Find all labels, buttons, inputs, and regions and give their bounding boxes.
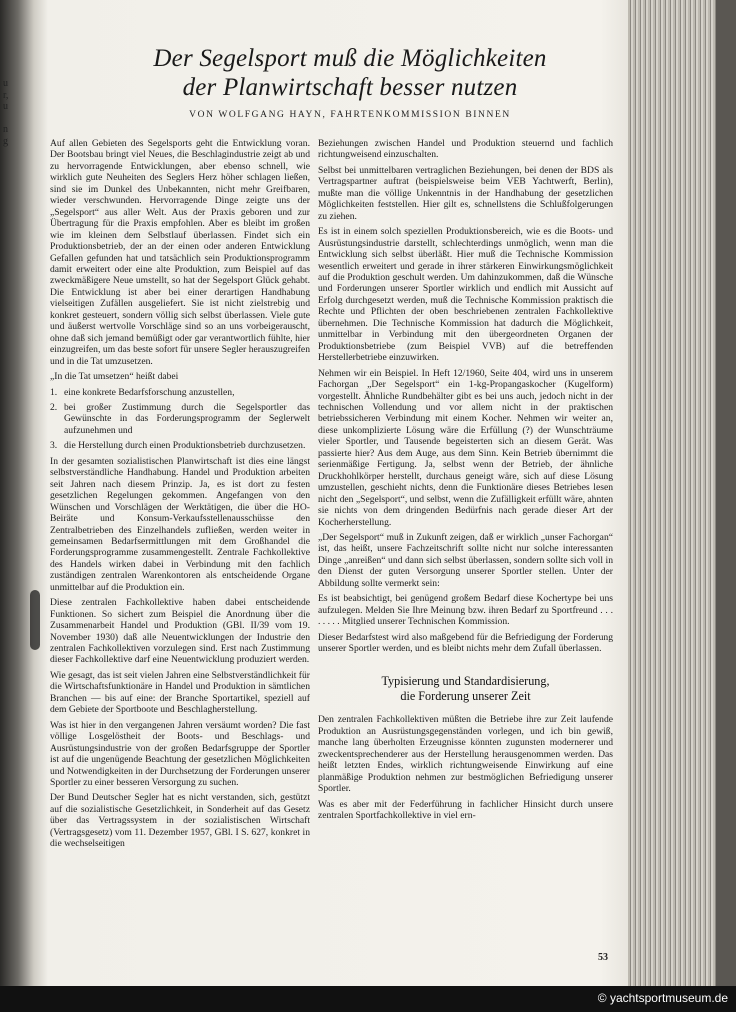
list-item [50, 387, 310, 398]
paragraph: „Der Segelsport“ muß in Zukunft zeigen, daß er wirklich „unser Fachorgan“ ist, das heißt, unsere Fachzeitschrift sollte nicht nur solche interessanten Dinge „anreißen“ und dann sich selbst überlassen, sondern sollte sich voll in den Dienst der guten Versorgung unserer Sportler stellen. Unter der Abbildung sollte vermerkt sein: [318, 531, 613, 589]
paragraph: Es ist beabsichtigt, bei genügend großem Bedarf diese Kochertype bei uns aufzulegen. Melden Sie Ihre Meinung bzw. ihren Bedarf zu Sportfreund . . . . . . . . Mitglied unserer Technischen Kommission. [318, 593, 613, 628]
subheading [318, 674, 613, 704]
paragraph: In der gesamten sozialistischen Planwirtschaft ist dies eine längst selbstverständliche Handhabung. Handel und Produktion arbeiten seit Jahren nach diesem Prinzip. Ja, es ist dort zu festen gesetzlichen Regelungen gekommen. Angefangen von den Wünschen und Vorschlägen der Werktätigen, die über die HO-Beiräte und Konsum-Verkaufsstellenausschüsse den Zentralbetrieben des Einzelhandels zufließen, werden weiter in gemeinsamen Bedarfsermittlungen mit dem Großhandel die Forderungsprogramme zusammengestellt. Zentrale Fachkollektive des Handels wirken dabei in Verbindung mit den fachlich zuständigen zentralen Warenkontoren als entscheidende Organe unmittelbar auf die Produktion ein. [50, 455, 310, 593]
list-text: bei großer Zustimmung durch die Segelsportler das Gewünschte in das Forderungsprogramm der Seglerwelt aufzunehmen und [64, 401, 310, 436]
list-text: eine konkrete Bedarfsforschung anzustellen, [64, 386, 235, 398]
subheading-line-2: die Forderung unserer Zeit [400, 689, 531, 704]
margin-char: u [3, 78, 8, 89]
watermark: © yachtsportmuseum.de [597, 991, 728, 1005]
list-number: 3. [50, 440, 58, 452]
paragraph: Beziehungen zwischen Handel und Produktion steuernd und fachlich richtungweisend einzuschalten. [318, 138, 613, 161]
list-item [50, 440, 310, 451]
margin-char: r, [3, 89, 9, 101]
numbered-list [50, 387, 310, 452]
paragraph: „In die Tat umsetzen“ heißt dabei [50, 371, 179, 383]
paragraph: Was ist hier in den vergangenen Jahren versäumt worden? Die fast völlige Losgelöstheit der Boots- und Beschlags- und Ausrüstungsindustrie von der großen Bedarfsgruppe der Sportler ist auf die ungenügende Beachtung der gesetzlichen Möglichkeiten und Notwendigkeiten in der Durchsetzung der Forderungen unserer Sportler zu einer besseren Versorgung zu suchen. [50, 719, 310, 789]
paragraph: Den zentralen Fachkollektiven müßten die Betriebe ihre zur Zeit laufende Produktion an Ausrüstungsgegenständen vorlegen, und ich bin gewiß, manche lang überholten Erzeugnisse könnten zugunsten modernerer und zweckentsprechenderer aus der Herstellung herausgenommen werden. Das heißt letzten Endes, wirklich richtungweisende Einwirkung auf eine planmäßige Produktion nehmen zur bestmöglichen Befriedigung unserer Sportler. [318, 714, 613, 795]
binding-shadow [30, 590, 40, 650]
list-text: die Herstellung durch einen Produktionsbetrieb durchzusetzen. [64, 440, 306, 452]
paragraph: Was es aber mit der Federführung in fachlicher Hinsicht durch unsere zentralen Sportfachkollektive in viel ern- [318, 798, 613, 822]
right-column [318, 138, 613, 826]
subheading-line-1: Typisierung und Standardisierung, [381, 674, 550, 689]
paragraph: Selbst bei unmittelbaren vertraglichen Beziehungen, bei denen der BDS als Vertragspartner auftrat (beispielsweise beim VEB Yachtwerft, Berlin), mußte man die völlige Unkenntnis in der Handhabung der gesetzlichen Möglichkeiten feststellen. Hier gilt es, schnellstens die Schlußfolgerungen zu ziehen. [318, 164, 613, 222]
paragraph: Diese zentralen Fachkollektive haben dabei entscheidende Funktionen. So sichert zum Beispiel die Anordnung über die Zusammenarbeit Handel und Produktion (GBl. II/39 vom 19. November 1930) daß alle Neuentwicklungen der Industrie den zentralen Fachkollektiven vorzulegen sind. Erst nach Zustimmung dieser Fachkollektive darf eine Neuentwicklung produziert werden. [50, 597, 310, 666]
margin-char [3, 113, 17, 125]
margin-char: n [3, 124, 8, 135]
paragraph: Dieser Bedarfstest wird also maßgebend für die Befriedigung der Forderung unserer Sportler werden, und es bleibt nichts mehr dem Zufall überlassen. [318, 631, 613, 655]
title-line-2: der Planwirtschaft besser nutzen [182, 74, 518, 101]
facing-page-margin [3, 78, 17, 147]
list-number: 2. [50, 401, 58, 413]
left-column [50, 138, 310, 854]
paragraph: Wie gesagt, das ist seit vielen Jahren eine Selbstverständlichkeit für die Wirtschaftsfunktionäre in Handel und Produktion in sämtlichen Branchen — bis auf eine: der Branche Sportartikel, speziell auf dem Gebiete der Sportboote und Beschlagherstellung. [50, 669, 310, 716]
book-page-edges [628, 0, 736, 986]
margin-char: u [3, 101, 8, 112]
article-title [70, 44, 630, 102]
margin-char: g [3, 135, 8, 147]
byline: VON WOLFGANG HAYN, FAHRTENKOMMISSION BINNEN [189, 110, 511, 120]
paragraph: Es ist in einem solch speziellen Produktionsbereich, wie es die Boots- und Ausrüstungsindustrie darstellt, schlechterdings unmöglich, wenn man die Entwicklung sich selbst überläßt. Hier muß die Technische Kommission wesentlich erweitert und gerade in ihrer stärkeren Einwirkungsmöglichkeit auf die Produktion geschult werden. Um dahinzukommen, daß die Wünsche und Forderungen unserer Sportler wirklich und endlich mit Aussicht auf Erfolg durchgesetzt werden, muß die Technische Kommission praktisch die Rechte und Pflichten der oben beschriebenen zentralen Fachkollektive übernehmen. Die Technische Kommission hat dadurch die Möglichkeit, unmittelbar in Verbindung mit den übergeordneten Organen der Produktionsbetriebe (zum Beispiel VVB) auf die betreffenden Herstellerbetriebe einzuwirken. [318, 226, 613, 364]
paragraph: Der Bund Deutscher Segler hat es nicht verstanden, sich, gestützt auf die sozialistische Gesetzlichkeit, in Sonderheit auf das Gesetz über das Vertragssystem in der sozialistischen Wirtschaft (Vertragsgesetz) vom 11. Dezember 1957, GBl. I S. 627, konkret in die wechselseitigen [50, 792, 310, 850]
paragraph: Nehmen wir ein Beispiel. In Heft 12/1960, Seite 404, wird uns in unserem Fachorgan „Der Segelsport“ ein 1-kg-Propangaskocher (Kugelform) vorgestellt. Ähnliche Rundbehälter gibt es bei uns auch, jedoch nicht in der technischen Vollendung und vor allem nicht in der praktischen betriebssicheren Verbindung mit einem Kocher. Nehmen wir weiter an, diese unkomplizierte Lösung wäre die Erfüllung (?) der Wunschträume vieler Sportler, und Tausende begeisterten sich an diesem Gerät. Was passierte hier? Aus dem Auge, aus dem Sinn. Kein Betrieb übernimmt die serienmäßige Fertigung. Ja, selbst wenn der Betrieb, der ähnliche Druckhohlkörper herstellt, durchaus geneigt wäre, sich auf diese Lösung umzustellen, geschieht nichts, denn die Funktionäre dieses Betriebes lesen nicht den „Segelsport“, und selbst, wenn die Zufälligkeit erfüllt wäre, ahnten sie nichts von dem dringenden Bedürfnis nach gerade dieser Art der Kocherherstellung. [318, 367, 613, 528]
page-number: 53 [598, 952, 608, 963]
list-number: 1. [50, 386, 58, 398]
paragraph: Auf allen Gebieten des Segelsports geht die Entwicklung voran. Der Bootsbau bringt viel Neues, die Beschlagindustrie zeigt ab und zu hervorragende Entwicklungen, aber ebenso schnell, wie wirklich gute Neuheiten des Seglers Herz höher schlagen ließen, sind sie im Dunkel des Unbekannten, nicht mehr Greifbaren, wieder verschwunden. Hervorragende Dinge zeigte uns der „Segelsport“ aus aller Welt. Aus der Praxis geboren und zur Übertragung für die Praxis empfohlen. Aber es bleibt im großen wie im kleinen dem Selbstlauf überlassen. Findet sich ein Produktionsbetrieb, der an der einen oder anderen Entwicklung Gefallen gefunden hat und tatsächlich sein Produktionsprogramm damit erweitert oder eine alte Produktion, zum Beispiel auf das zweckmäßigere Neue umstellt, so hat der Segelsport Glück gehabt. Die Entwicklung ist aber bei einer derartigen Handhabung vielseitigen Zufällen ausgeliefert. Sie ist nicht zielstrebig und konkret gesteuert, sondern völlig sich selbst überlassen. Viele gute und äußerst wertvolle Vorschläge sind so an uns vorbeigerauscht, ohne daß sich jemand bemüßigt oder gar verantwortlich fühlte, hier einzugreifen, um das beste sofort für unsere Segler herauszugreifen und in die Tat umzusetzen. [50, 138, 310, 367]
title-line-1: Der Segelsport muß die Möglichkeiten [153, 45, 547, 72]
list-item [50, 402, 310, 436]
